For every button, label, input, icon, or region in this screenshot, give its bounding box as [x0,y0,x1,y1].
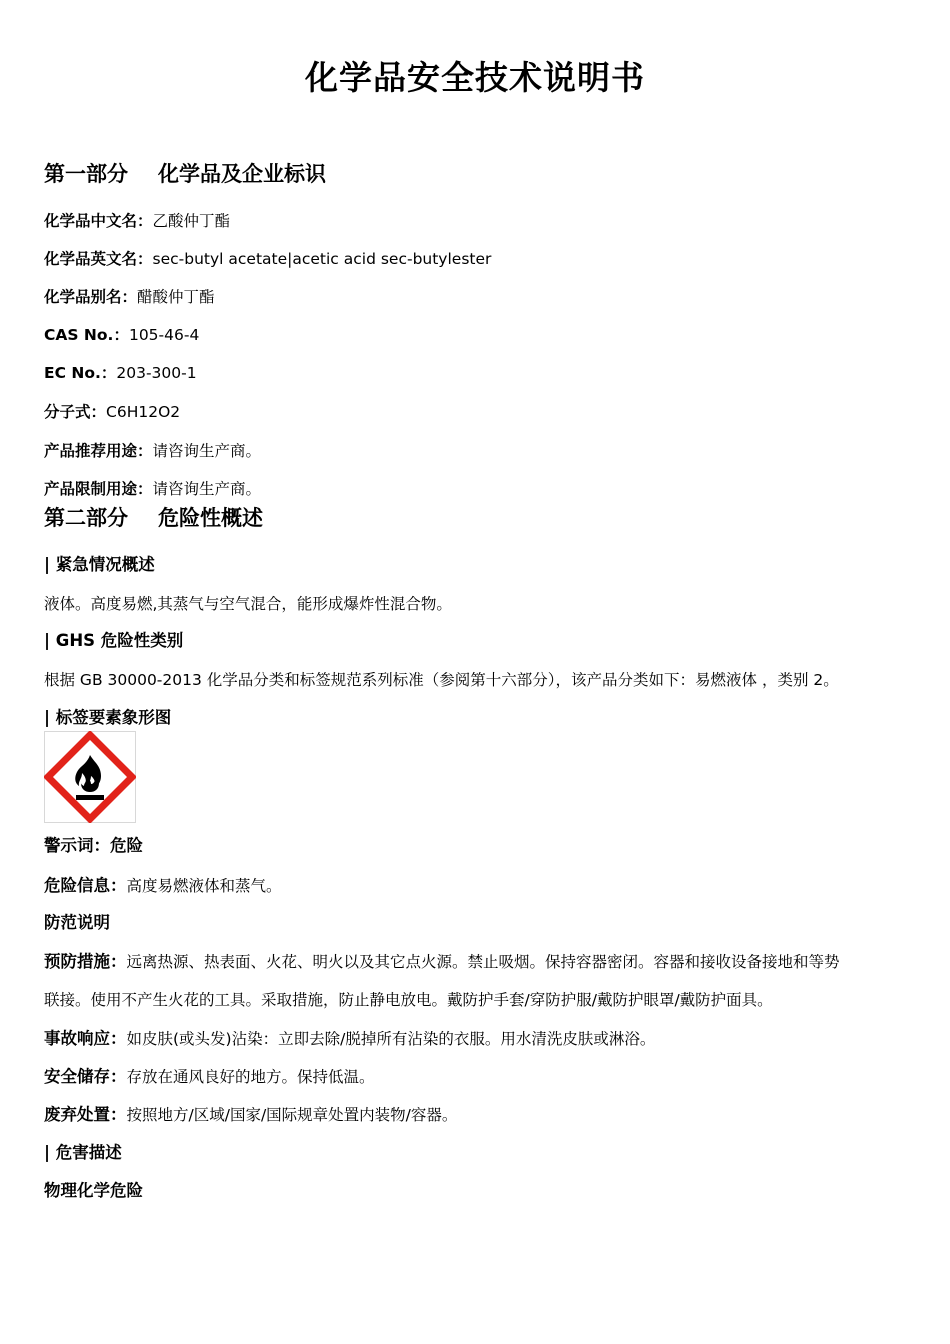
signal-word: 警示词：危险 [44,836,143,855]
flame-ghs02-icon [44,731,136,823]
storage-label: 安全储存： [44,1067,127,1086]
field-molecular-formula [44,400,180,422]
field-ec-no [44,361,197,383]
response-text: 如皮肤(或头发)沾染：立即去除/脱掉所有沾染的衣服。用水清洗皮肤或淋浴。 [126,1030,656,1048]
field-label: CAS No.： [44,326,129,344]
field-value: sec-butyl acetate|acetic acid sec-butylester [152,250,492,268]
precaution-heading: 防范说明 [44,913,110,932]
document-title: 化学品安全技术说明书 [305,58,645,97]
part1-heading [44,158,326,188]
disposal-statement [44,1101,457,1125]
response-label: 事故响应： [44,1029,127,1048]
response-statement [44,1025,655,1049]
field-label: 化学品中文名： [44,212,153,230]
part2-heading [44,502,263,532]
field-value: 请咨询生产商。 [152,442,262,460]
disposal-text: 按照地方/区域/国家/国际规章处置内装物/容器。 [126,1106,458,1124]
field-value: 乙酸仲丁酯 [152,212,231,230]
part1-heading-number: 第一部分 [44,162,128,186]
field-english-name [44,247,491,269]
emergency-overview-heading: | 紧急情况概述 [44,555,155,574]
disposal-label: 废弃处置： [44,1105,127,1124]
hazard-statement [44,872,282,896]
field-recommended-use [44,439,261,461]
storage-statement [44,1063,375,1087]
field-label: EC No.： [44,364,117,382]
part1-heading-title: 化学品及企业标识 [158,162,326,186]
field-restricted-use [44,477,261,499]
emergency-overview-text: 液体。高度易燃,其蒸气与空气混合，能形成爆炸性混合物。 [44,595,452,613]
field-value: C6H12O2 [106,403,181,421]
ghs-category-text: 根据 GB 30000-2013 化学品分类和标签规范系列标准（参阅第十六部分），该产品分类如下：易燃液体 ，类别 2。 [44,671,839,689]
prevention-statement [44,948,840,972]
field-value: 105-46-4 [128,326,200,344]
label-elements-heading: | 标签要素象形图 [44,708,172,727]
field-chinese-name [44,209,230,231]
field-label: 产品推荐用途： [44,442,153,460]
prevention-label: 预防措施： [44,952,127,971]
hazard-statement-text: 高度易燃液体和蒸气。 [126,877,282,895]
physchem-hazard-heading: 物理化学危险 [44,1181,143,1200]
field-value: 203-300-1 [116,364,197,382]
field-label: 化学品英文名： [44,250,153,268]
prevention-text-line1: 远离热源、热表面、火花、明火以及其它点火源。禁止吸烟。保持容器密闭。容器和接收设备接地和等势 [126,953,840,971]
hazard-description-heading: | 危害描述 [44,1143,122,1162]
field-alias [44,285,215,307]
field-label: 化学品别名： [44,288,138,306]
part2-heading-number: 第二部分 [44,506,128,530]
ghs-category-heading: | GHS 危险性类别 [44,631,184,650]
hazard-statement-label: 危险信息： [44,876,127,895]
field-label: 分子式： [44,403,107,421]
field-value: 醋酸仲丁酯 [137,288,215,306]
part2-heading-title: 危险性概述 [158,506,263,530]
field-cas-no [44,323,199,345]
field-value: 请咨询生产商。 [152,480,262,498]
prevention-text-line2: 联接。使用不产生火花的工具。采取措施，防止静电放电。戴防护手套/穿防护服/戴防护眼罩/戴防护面具。 [44,991,773,1009]
storage-text: 存放在通风良好的地方。保持低温。 [126,1068,375,1086]
field-label: 产品限制用途： [44,480,153,498]
